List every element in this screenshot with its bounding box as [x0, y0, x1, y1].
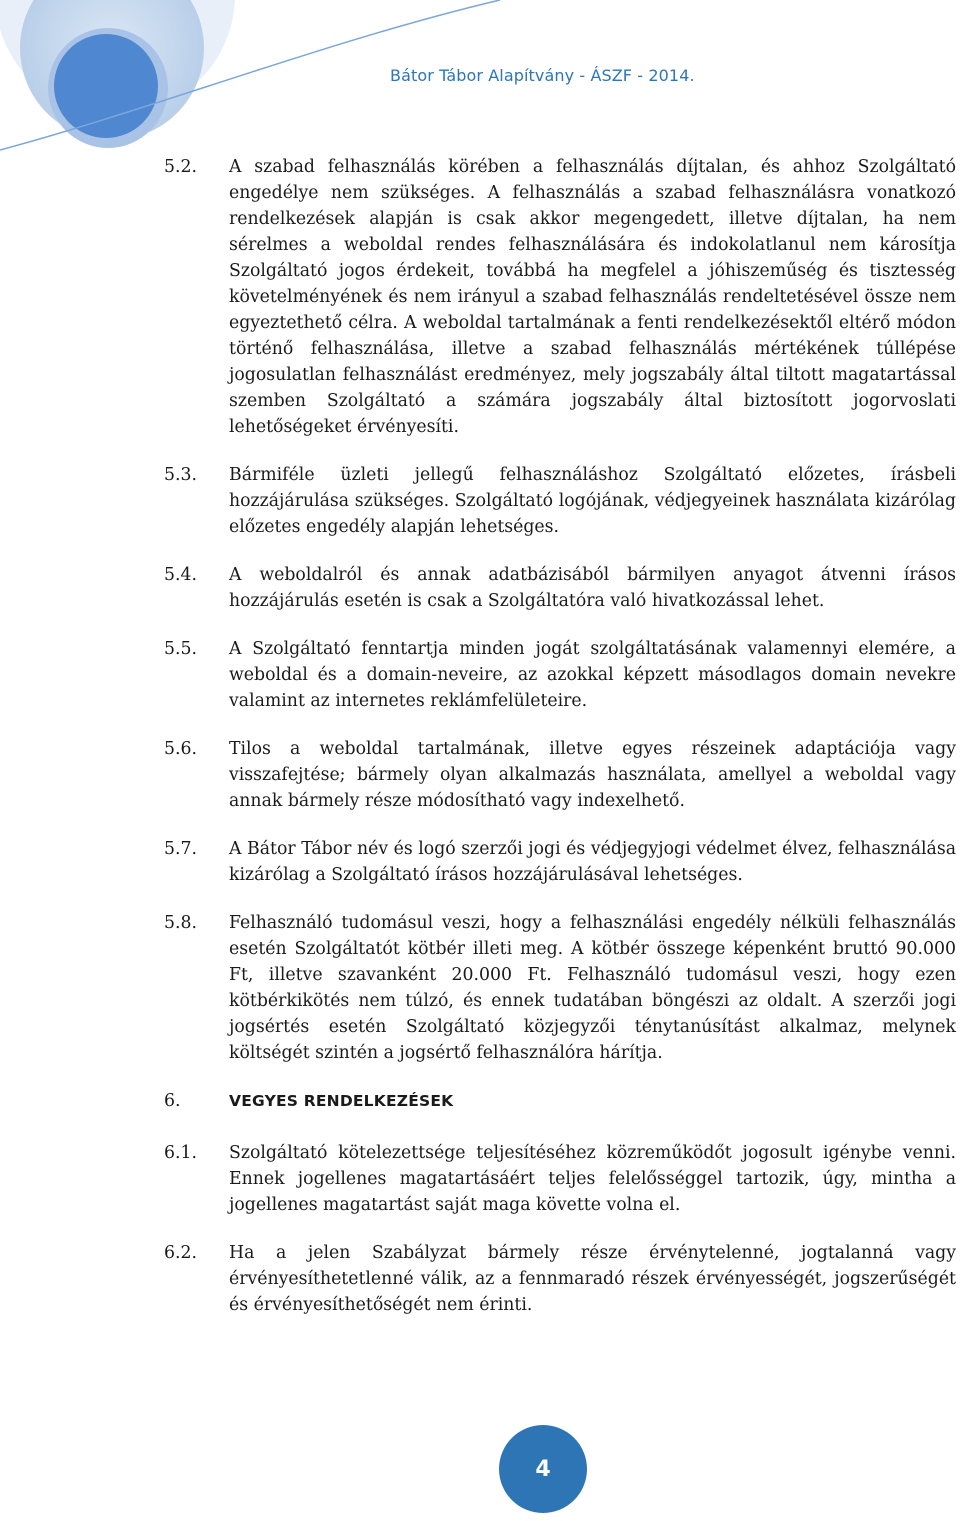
clause-text: Szolgáltató kötelezettsége teljesítéséhez közreműködőt jogosult igénybe venni. Ennek jogellenes magatartásáért teljes felelősséggel tartozik, úgy, mintha a jogellenes magatartást saját maga követte volna el.	[229, 1143, 956, 1215]
clause-text: Ha a jelen Szabályzat bármely része érvénytelenné, jogtalanná vagy érvényesíthetetlenné válik, az a fennmaradó részek érvényességét, jogszerűségét és érvényesíthetőségét nem érinti.	[229, 1243, 956, 1315]
clause-number: 6.2.	[164, 1243, 197, 1263]
clause-5-4	[164, 562, 956, 614]
clause-5-8	[164, 910, 956, 1066]
clause-number: 5.7.	[164, 839, 197, 859]
clause-number: 5.2.	[164, 157, 197, 177]
clause-5-6	[164, 736, 956, 814]
clause-text: A szabad felhasználás körében a felhasználás díjtalan, és ahhoz Szolgáltató engedélye nem szükséges. A felhasználás a szabad felhasználásra vonatkozó rendelkezések alapján is csak akkor megengedett, illetve díjtalan, ha nem sérelmes a weboldal rendes felhasználására és indokolatlanul nem károsítja Szolgáltató jogos érdekeit, továbbá ha megfelel a jóhiszeműség és tisztesség követelményének és nem irányul a szabad felhasználás rendeltetésével össze nem egyeztethető célra. A weboldal tartalmának a fenti rendelkezésektől eltérő módon történő felhasználása, illetve a szabad felhasználás mértékének túllépése jogosulatlan felhasználást eredményez, mely jogszabály által tiltott magatartással szemben Szolgáltató a számára jogszabály által biztosított jogorvoslati lehetőségeket érvényesíti.	[229, 157, 956, 437]
clause-5-7	[164, 836, 956, 888]
header-title: Bátor Tábor Alapítvány - ÁSZF - 2014.	[390, 66, 695, 85]
clause-number: 5.3.	[164, 465, 197, 485]
clause-5-2	[164, 154, 956, 440]
page-number-badge: 4	[499, 1425, 587, 1513]
clause-5-3	[164, 462, 956, 540]
clause-text: Felhasználó tudomásul veszi, hogy a felhasználási engedély nélküli felhasználás esetén Szolgáltatót kötbér illeti meg. A kötbér összege képenként bruttó 90.000 Ft, illetve szavanként 20.000 Ft. Felhasználó tudomásul veszi, hogy ezen kötbérkikötés nem túlzó, és ennek tudatában böngészi az oldalt. A szerzői jogi jogsértés esetén Szolgáltató közjegyzői ténytanúsítást alkalmaz, melynek költségét szintén a jogsértő felhasználóra hárítja.	[229, 913, 956, 1063]
clause-number: 6.1.	[164, 1143, 197, 1163]
clause-6-1	[164, 1140, 956, 1218]
section-heading-6	[164, 1088, 956, 1114]
clause-5-5	[164, 636, 956, 714]
clause-text: Tilos a weboldal tartalmának, illetve egyes részeinek adaptációja vagy visszafejtése; bármely olyan alkalmazás használata, amellyel a weboldal vagy annak bármely része módosítható vagy indexelhető.	[229, 739, 956, 811]
section-title: VEGYES RENDELKEZÉSEK	[229, 1092, 454, 1110]
clause-number: 5.6.	[164, 739, 197, 759]
document-body	[164, 154, 956, 1340]
clause-number: 5.8.	[164, 913, 197, 933]
section-number: 6.	[164, 1091, 181, 1111]
clause-text: A Bátor Tábor név és logó szerzői jogi és védjegyjogi védelmet élvez, felhasználása kizárólag a Szolgáltató írásos hozzájárulásával lehetséges.	[229, 839, 956, 885]
clause-text: A Szolgáltató fenntartja minden jogát szolgáltatásának valamennyi elemére, a weboldal és a domain-neveire, az azokkal képzett másodlagos domain nevekre valamint az internetes reklámfelületeire.	[229, 639, 956, 711]
clause-text: Bármiféle üzleti jellegű felhasználáshoz Szolgáltató előzetes, írásbeli hozzájárulása szükséges. Szolgáltató logójának, védjegyeinek használata kizárólag előzetes engedély alapján lehetséges.	[229, 465, 956, 537]
clause-number: 5.4.	[164, 565, 197, 585]
clause-number: 5.5.	[164, 639, 197, 659]
clause-6-2	[164, 1240, 956, 1318]
clause-text: A weboldalról és annak adatbázisából bármilyen anyagot átvenni írásos hozzájárulás esetén is csak a Szolgáltatóra való hivatkozással lehet.	[229, 565, 956, 611]
